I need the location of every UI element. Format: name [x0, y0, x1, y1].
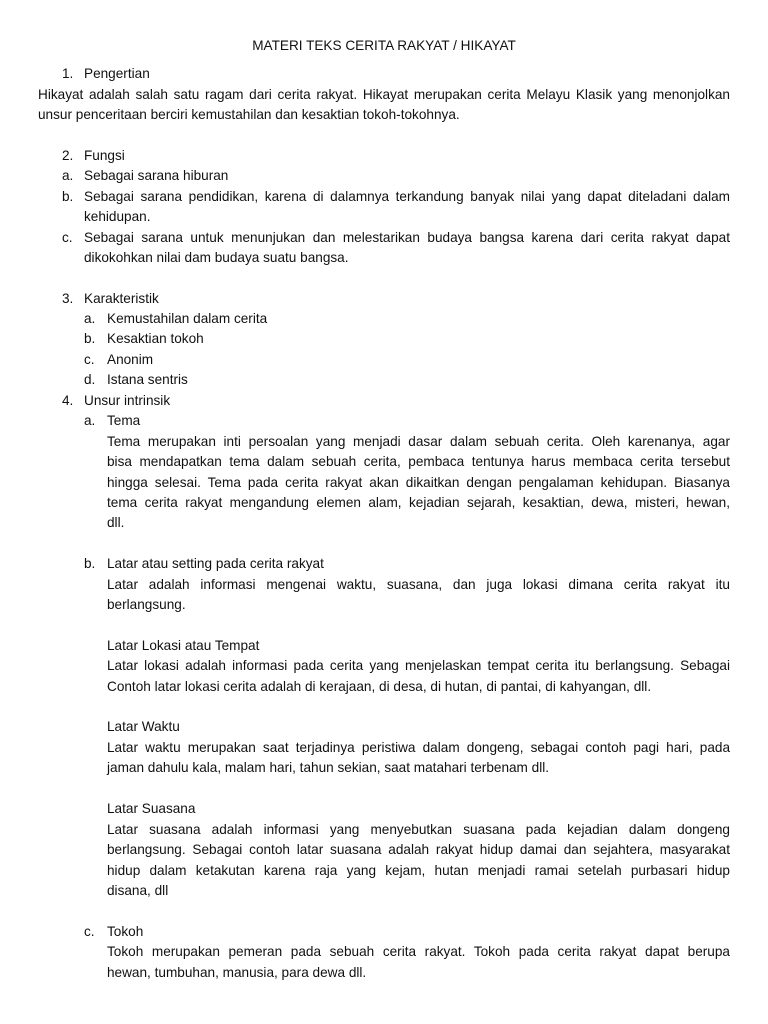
latar-lokasi-line: Contoh latar lokasi cerita adalah di kerajaan, di desa, di hutan, di pantai, di kahyangan, dll.	[107, 679, 652, 694]
fungsi-item-label: c.	[62, 230, 73, 245]
latar-paragraph-line: berlangsung.	[107, 597, 186, 612]
latar-heading: Latar atau setting pada cerita rakyat	[107, 556, 324, 571]
fungsi-item-text: Sebagai sarana hiburan	[84, 168, 229, 183]
karakteristik-item-text: Anonim	[107, 352, 154, 367]
section-2-number: 2.	[62, 148, 74, 163]
latar-waktu-heading: Latar Waktu	[107, 719, 180, 734]
tokoh-heading: Tokoh	[107, 924, 144, 939]
unsur-item-label: b.	[84, 556, 96, 571]
tema-paragraph-line: tema cerita rakyat mengandung elemen alam, kejadian sejarah, kesaktian, dewa, misteri, hewan,	[107, 495, 730, 510]
fungsi-item-text: kehidupan.	[84, 209, 151, 224]
karakteristik-item-label: c.	[84, 352, 95, 367]
latar-paragraph-line: Latar adalah informasi mengenai waktu, suasana, dan juga lokasi dimana cerita rakyat itu	[107, 577, 730, 592]
latar-suasana-line: hidup dalam ketakutan karena raja yang kejam, hutan menjadi ramai setelah purbasari hidup	[107, 863, 730, 878]
fungsi-item-text: Sebagai sarana untuk menunjukan dan melestarikan budaya bangsa karena dari cerita rakyat dapat	[84, 230, 730, 245]
section-1-paragraph-line: unsur penceritaan berciri kemustahilan dan kesaktian tokoh-tokohnya.	[38, 107, 460, 122]
section-3-number: 3.	[62, 291, 74, 306]
latar-suasana-heading: Latar Suasana	[107, 801, 196, 816]
fungsi-item-label: a.	[62, 168, 74, 183]
section-1-heading: Pengertian	[84, 66, 150, 81]
unsur-item-label: c.	[84, 924, 95, 939]
latar-suasana-line: disana, dll	[107, 883, 169, 898]
tema-paragraph-line: bisa mendapatkan tema dalam sebuah cerita, pembaca tentunya harus membaca cerita tersebut	[107, 454, 730, 469]
tokoh-paragraph-line: Tokoh merupakan pemeran pada sebuah cerita rakyat. Tokoh pada cerita rakyat dapat berupa	[107, 944, 730, 959]
unsur-item-label: a.	[84, 413, 96, 428]
tema-heading: Tema	[107, 413, 141, 428]
karakteristik-item-text: Kemustahilan dalam cerita	[107, 311, 268, 326]
tema-paragraph-line: Tema merupakan inti persoalan yang menjadi dasar dalam sebuah cerita. Oleh karenanya, agar	[107, 434, 730, 449]
document-title: MATERI TEKS CERITA RAKYAT / HIKAYAT	[252, 38, 516, 53]
karakteristik-item-text: Kesaktian tokoh	[107, 331, 204, 346]
section-4-number: 4.	[62, 393, 74, 408]
fungsi-item-text: dikokohkan nilai dam budaya suatu bangsa.	[84, 250, 349, 265]
fungsi-item-label: b.	[62, 189, 74, 204]
karakteristik-item-label: b.	[84, 331, 96, 346]
latar-suasana-line: berlangsung. Sebagai contoh latar suasana adalah rakyat hidup damai dan sejahtera, masyarakat	[107, 842, 730, 857]
tokoh-paragraph-line: hewan, tumbuhan, manusia, para dewa dll.	[107, 965, 367, 980]
karakteristik-item-label: d.	[84, 372, 96, 387]
section-2-heading: Fungsi	[84, 148, 125, 163]
tema-paragraph-line: dll.	[107, 515, 125, 530]
latar-lokasi-heading: Latar Lokasi atau Tempat	[107, 638, 260, 653]
latar-waktu-line: jaman dahulu kala, malam hari, tahun sekian, saat matahari terbenam dll.	[107, 760, 550, 775]
latar-lokasi-line: Latar lokasi adalah informasi pada cerita yang menjelaskan tempat cerita itu berlangsung. Sebagai	[107, 658, 730, 673]
section-3-heading: Karakteristik	[84, 291, 159, 306]
section-4-heading: Unsur intrinsik	[84, 393, 171, 408]
karakteristik-item-label: a.	[84, 311, 96, 326]
section-1-paragraph-line: Hikayat adalah salah satu ragam dari cerita rakyat. Hikayat merupakan cerita Melayu Klasik yang menonjolkan	[38, 87, 730, 102]
karakteristik-item-text: Istana sentris	[107, 372, 188, 387]
latar-suasana-line: Latar suasana adalah informasi yang menyebutkan suasana pada kejadian dalam dongeng	[107, 822, 730, 837]
tema-paragraph-line: hingga selesai. Tema pada cerita rakyat akan dikaitkan dengan pengalaman kehidupan. Biasanya	[107, 475, 730, 490]
latar-waktu-line: Latar waktu merupakan saat terjadinya peristiwa dalam dongeng, sebagai contoh pagi hari, pada	[107, 740, 730, 755]
section-1-number: 1.	[62, 66, 74, 81]
fungsi-item-text: Sebagai sarana pendidikan, karena di dalamnya terkandung banyak nilai yang dapat diteladani dalam	[84, 189, 730, 204]
